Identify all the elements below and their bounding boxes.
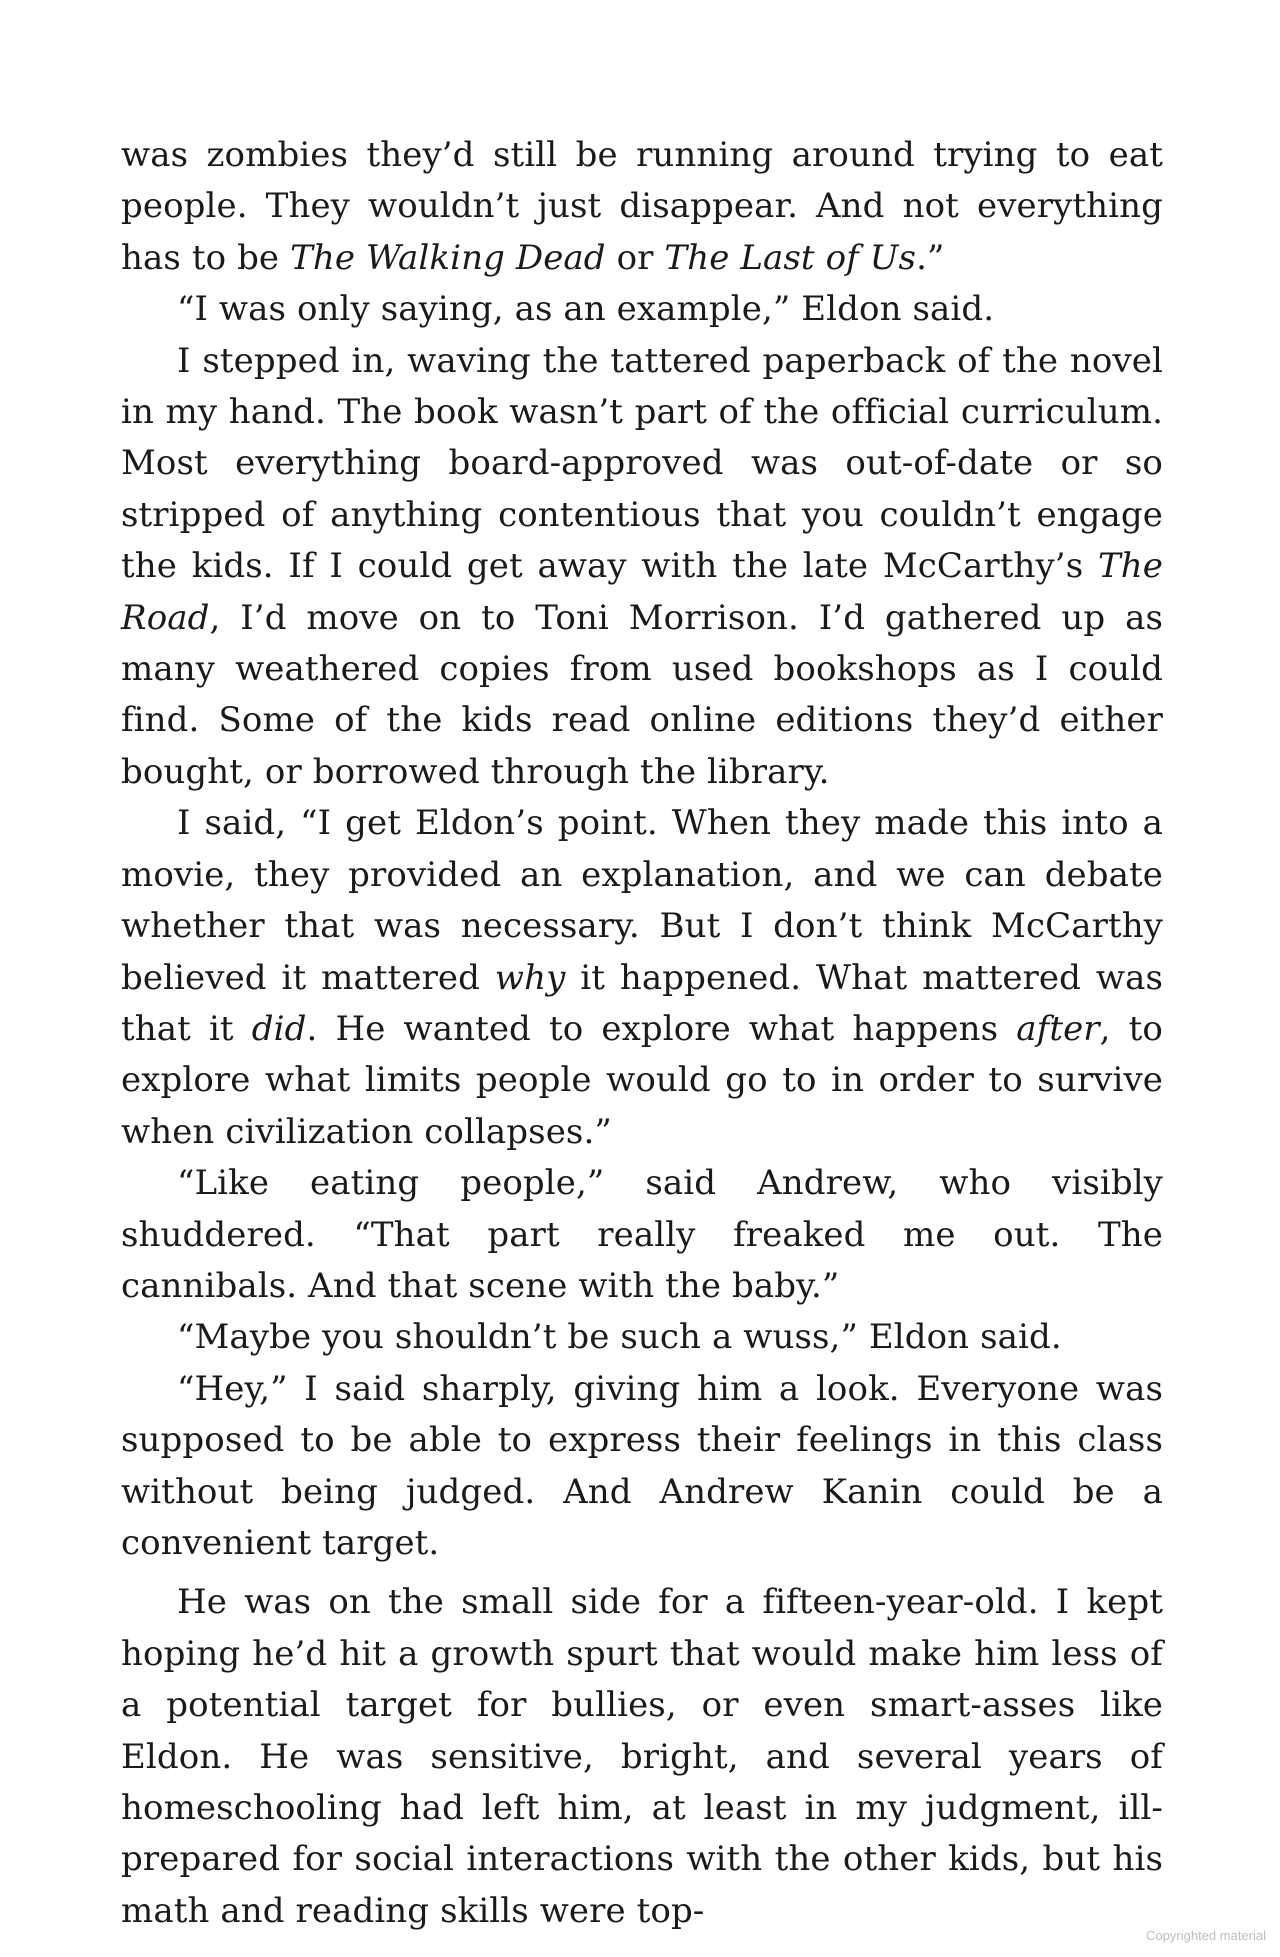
paragraph	[121, 1364, 1163, 1570]
paragraph-text: I said, “I get Eldon’s point. When they made this into a movie, they provided an explanation, and we can debate whether that was necessary. But I don’t think McCarthy believed it mattered	[121, 803, 1163, 998]
italic-title-text: The Walking Dead	[290, 237, 606, 278]
paragraph-text: . He wanted to explore what happens	[306, 1008, 1017, 1049]
paragraph	[121, 336, 1163, 799]
paragraph-text: He was on the small side for a fifteen-year-old. I kept hoping he’d hit a growth spurt that would make him less of a potential target for bullies, or even smart-asses like Eldon. He was sensitive, bright, and several years of homeschooling had left him, at least in my judgment, ill-prepared for social interactions with the other kids, but his math and reading skills were top-	[121, 1582, 1163, 1931]
italic-title-text: after	[1016, 1008, 1100, 1049]
paragraph-text: , to explore what limits people would go to in order to survive when civilization collapses.”	[121, 1008, 1163, 1152]
paragraph-text: .”	[916, 237, 945, 278]
italic-title-text: why	[494, 957, 566, 998]
paragraph	[121, 798, 1163, 1158]
paragraph-text: “Like eating people,” said Andrew, who visibly shuddered. “That part really freaked me out. The cannibals. And that scene with the baby.”	[121, 1163, 1163, 1306]
paragraph	[121, 1158, 1163, 1312]
paragraph-text: “Hey,” I said sharply, giving him a look. Everyone was supposed to be able to express their feelings in this class without being judged. And Andrew Kanin could be a convenient target.	[121, 1368, 1163, 1563]
paragraph	[121, 284, 1163, 335]
paragraph	[121, 1577, 1163, 1937]
paragraph-text: “I was only saying, as an example,” Eldon said.	[177, 289, 995, 330]
paragraph-text: I stepped in, waving the tattered paperback of the novel in my hand. The book wasn’t part of the official curriculum. Most everything board-approved was out-of-date or so stripped of anything contentious that you couldn’t engage the kids. If I could get away with the late McCarthy’s	[121, 340, 1163, 587]
paragraph-text: , I’d move on to Toni Morrison. I’d gathered up as many weathered copies from used bookshops as I could find. Some of the kids read online editions they’d either bought, or borrowed through the library.	[121, 597, 1163, 792]
paragraph-text: was zombies they’d still be running around trying to eat people. They wouldn’t just disappear. And not everything has to be	[121, 135, 1163, 278]
paragraph-text: or	[605, 237, 665, 278]
copyright-watermark: Copyrighted material	[1146, 1928, 1266, 1943]
paragraph-text: it happened. What mattered was that it	[121, 957, 1163, 1049]
paragraph	[121, 130, 1163, 284]
italic-title-text: The Road	[121, 546, 1163, 638]
paragraph-text: “Maybe you shouldn’t be such a wuss,” Eldon said.	[177, 1317, 1062, 1358]
paragraph	[121, 1312, 1163, 1363]
italic-title-text: The Last of Us	[664, 237, 917, 278]
italic-title-text: did	[251, 1008, 307, 1049]
book-page-text	[121, 130, 1163, 1937]
